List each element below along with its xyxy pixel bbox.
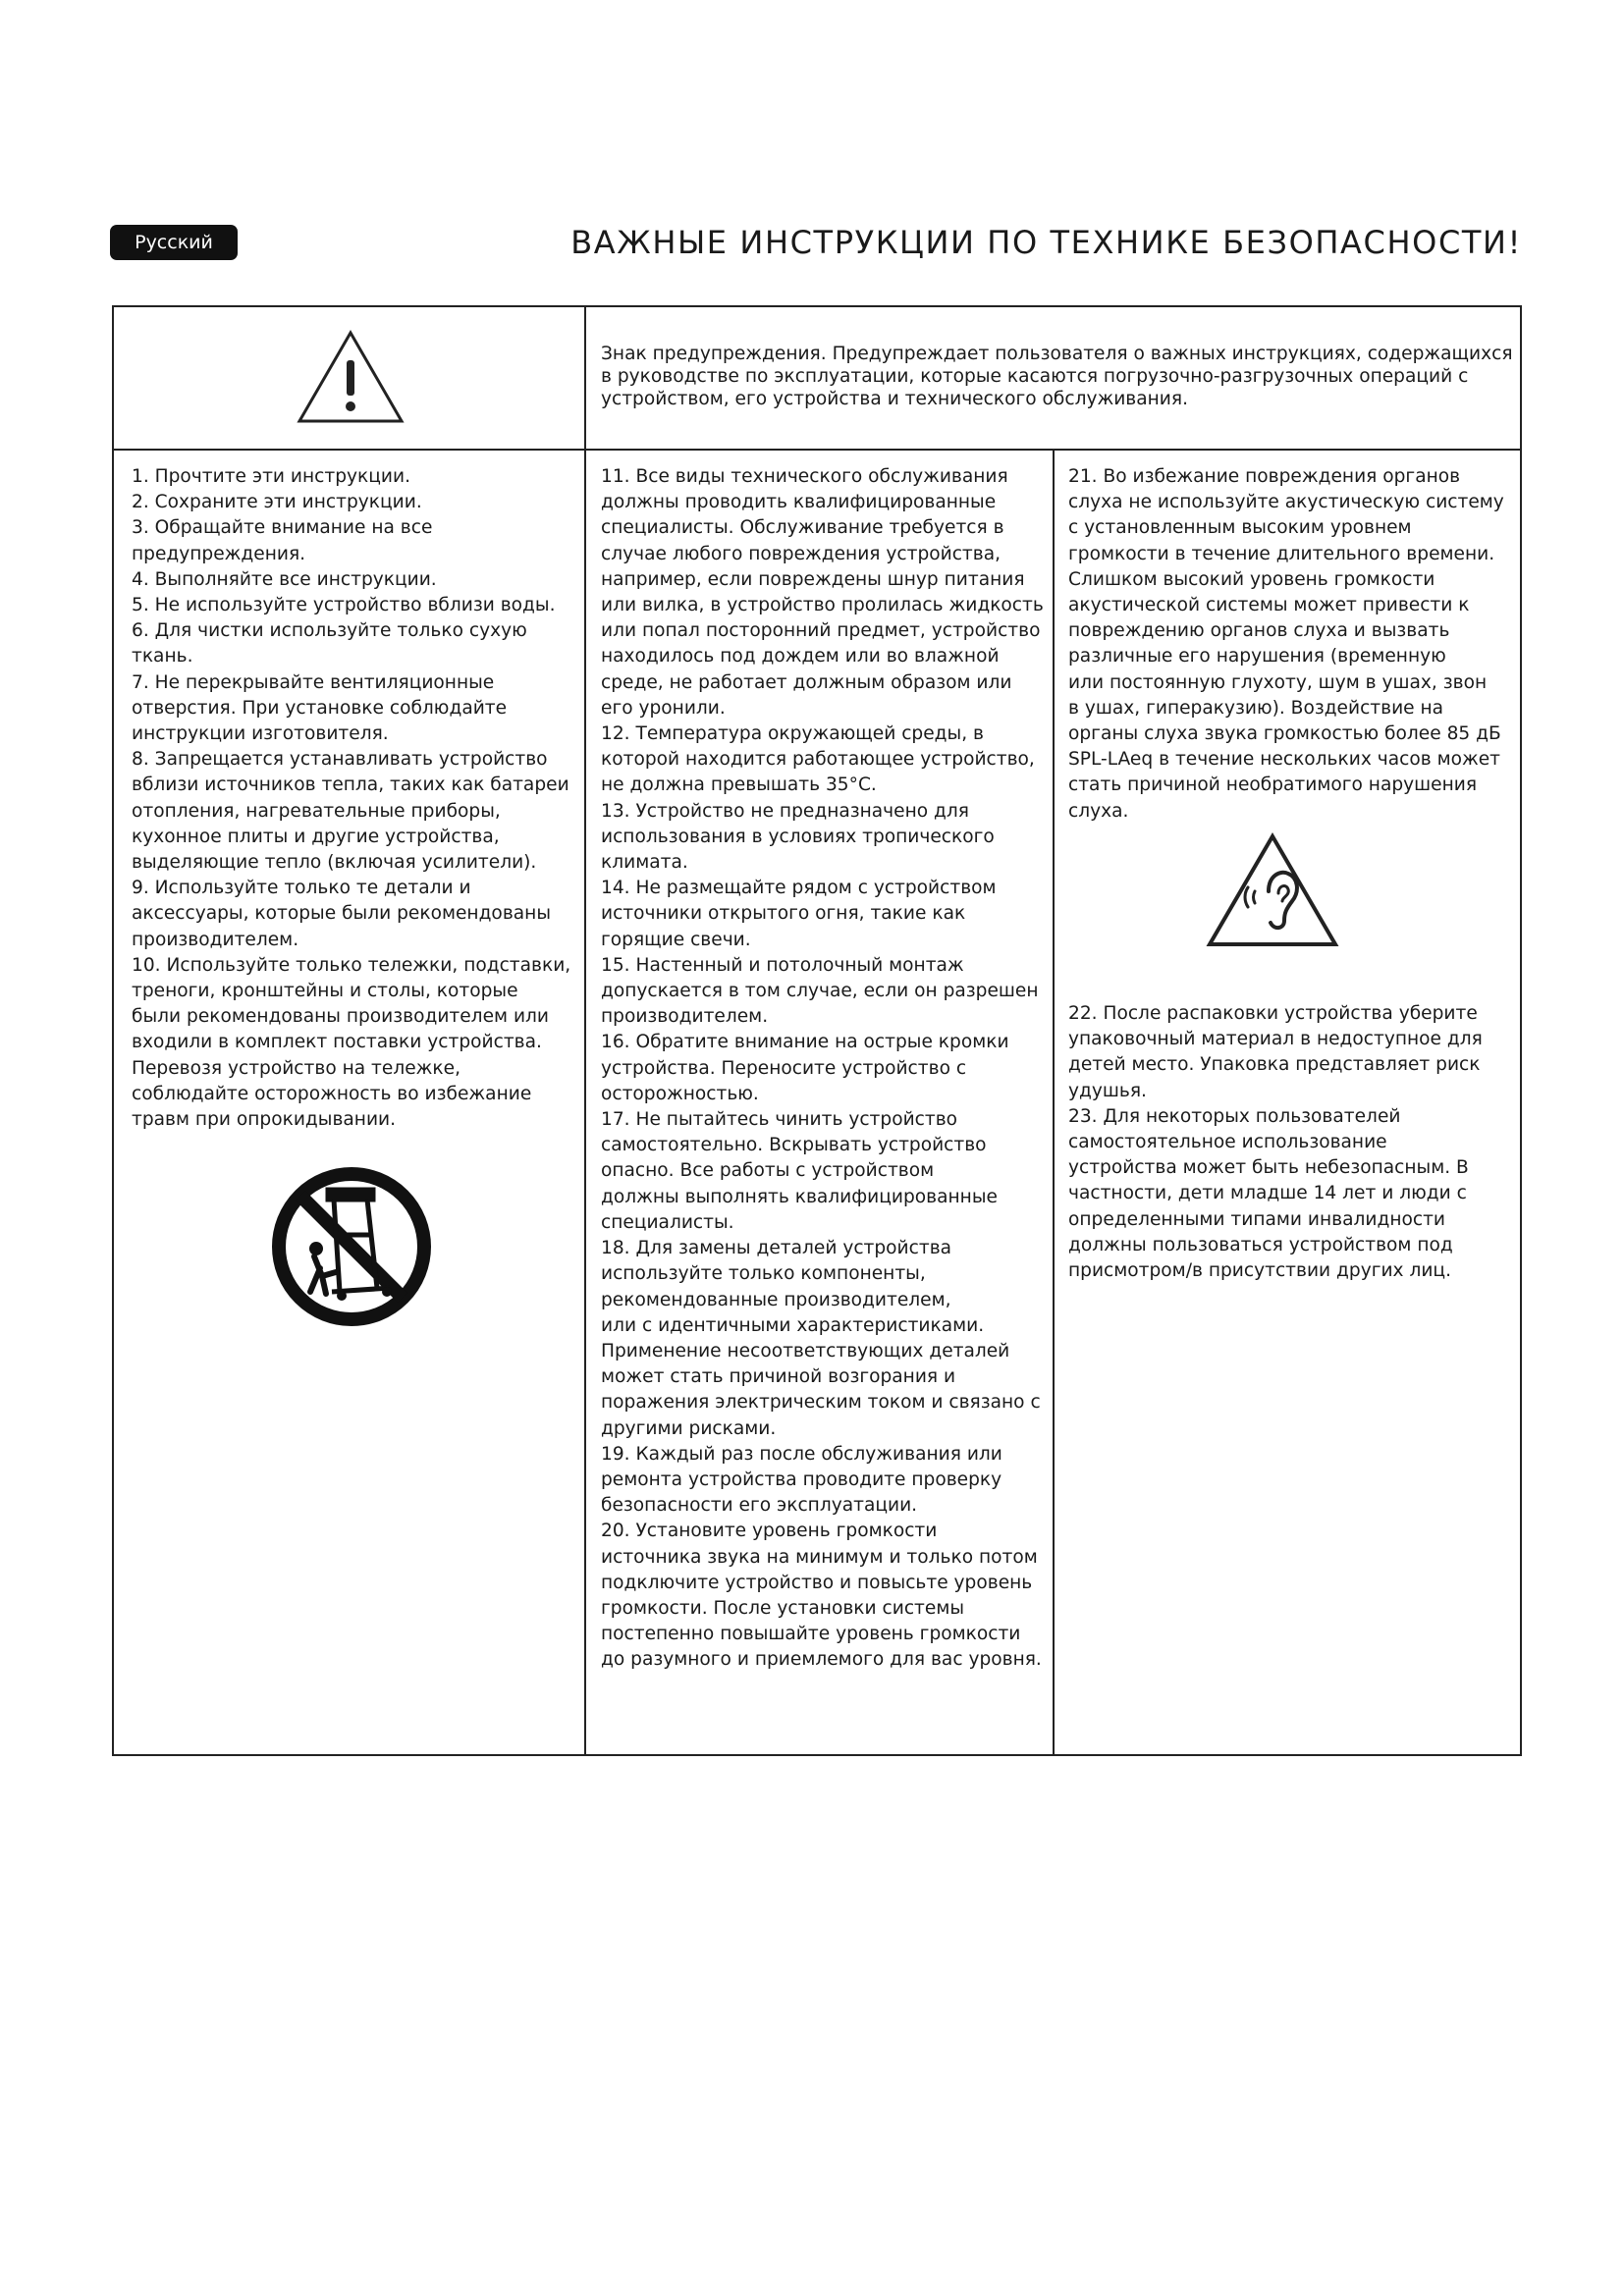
instruction-line: устройства может быть небезопасным. В: [1068, 1157, 1469, 1179]
instruction-line: упаковочный материал в недоступное для: [1068, 1029, 1483, 1050]
instruction-line: 12. Температура окружающей среды, в: [601, 723, 984, 745]
instruction-line: постепенно повышайте уровень громкости: [601, 1624, 1021, 1645]
instruction-line: в ушах, гиперакузию). Воздействие на: [1068, 697, 1444, 719]
instruction-line: климата.: [601, 852, 688, 874]
instruction-line: соблюдайте осторожность во избежание: [132, 1083, 532, 1104]
instruction-line: выделяющие тепло (включая усилители).: [132, 852, 537, 874]
instruction-line: 2. Сохраните эти инструкции.: [132, 492, 422, 513]
instruction-line: устройства. Переносите устройство с: [601, 1057, 967, 1079]
instruction-line: источники открытого огня, такие как: [601, 903, 966, 925]
instruction-line: среде, не работает должным образом или: [601, 671, 1012, 693]
instruction-line: может стать причиной возгорания и: [601, 1366, 956, 1388]
instruction-line: определенными типами инвалидности: [1068, 1208, 1445, 1230]
instructions-column-3-top: [1068, 464, 1504, 825]
instruction-line: инструкции изготовителя.: [132, 723, 389, 745]
instruction-line: производителем.: [132, 929, 299, 950]
warning-description: [601, 343, 1513, 410]
instruction-line: 8. Запрещается устанавливать устройство: [132, 749, 548, 771]
warning-line: Знак предупреждения. Предупреждает пользователя о важных инструкциях, содержащихся: [601, 344, 1513, 364]
instruction-line: или попал посторонний предмет, устройство: [601, 620, 1041, 642]
instruction-line: повреждению органов слуха и вызвать: [1068, 620, 1450, 642]
instruction-line: громкости. После установки системы: [601, 1597, 965, 1619]
instruction-line: не должна превышать 35°C.: [601, 774, 877, 796]
instruction-line: осторожностью.: [601, 1083, 759, 1104]
instruction-line: Перевозя устройство на тележке,: [132, 1057, 460, 1079]
instruction-line: допускается в том случае, если он разрешен: [601, 981, 1039, 1002]
language-badge: Русский: [110, 225, 238, 260]
instruction-line: SPL-LAeq в течение нескольких часов может: [1068, 749, 1501, 771]
instruction-line: вблизи источников тепла, таких как батареи: [132, 774, 569, 796]
instruction-line: различные его нарушения (временную: [1068, 646, 1446, 667]
instruction-line: 13. Устройство не предназначено для: [601, 800, 969, 822]
instruction-line: до разумного и приемлемого для вас уровня.: [601, 1649, 1042, 1671]
instruction-line: акустической системы может привести к: [1068, 595, 1470, 616]
instruction-line: производителем.: [601, 1006, 769, 1028]
instruction-line: были рекомендованы производителем или: [132, 1006, 549, 1028]
instruction-line: 17. Не пытайтесь чинить устройство: [601, 1109, 958, 1131]
instruction-line: детей место. Упаковка представляет риск: [1068, 1054, 1481, 1076]
instruction-line: должны выполнять квалифицированные: [601, 1186, 998, 1207]
instruction-line: 9. Используйте только те детали и: [132, 878, 471, 899]
instruction-line: или постоянную глухоту, шум в ушах, звон: [1068, 671, 1488, 693]
instructions-column-3-bottom: [1068, 1001, 1483, 1284]
instruction-line: которой находится работающее устройство,: [601, 749, 1035, 771]
divider-col1: [584, 307, 586, 1754]
instruction-line: другими рисками.: [601, 1417, 777, 1439]
instruction-line: используйте только компоненты,: [601, 1263, 926, 1285]
instruction-line: слуха не используйте акустическую систему: [1068, 492, 1504, 513]
warning-line: в руководстве по эксплуатации, которые касаются погрузочно-разгрузочных операций с: [601, 366, 1469, 387]
instruction-line: ткань.: [132, 646, 193, 667]
instruction-line: 16. Обратите внимание на острые кромки: [601, 1032, 1009, 1053]
instruction-line: самостоятельно. Вскрывать устройство: [601, 1135, 987, 1156]
instruction-line: безопасности его эксплуатации.: [601, 1495, 918, 1517]
instruction-line: органы слуха звука громкостью более 85 дБ: [1068, 723, 1501, 745]
instruction-line: 18. Для замены деталей устройства: [601, 1238, 952, 1259]
instruction-line: Слишком высокий уровень громкости: [1068, 568, 1435, 590]
instruction-line: 1. Прочтите эти инструкции.: [132, 466, 410, 487]
page-title: ВАЖНЫЕ ИНСТРУКЦИИ ПО ТЕХНИКЕ БЕЗОПАСНОСТИ!: [570, 224, 1522, 261]
instruction-line: отверстия. При установке соблюдайте: [132, 697, 508, 719]
instruction-line: специалисты. Обслуживание требуется в: [601, 517, 1004, 539]
instruction-line: его уронили.: [601, 697, 726, 719]
instruction-line: подключите устройство и повысьте уровень: [601, 1572, 1033, 1593]
instruction-line: с установленным высоким уровнем: [1068, 517, 1412, 539]
instruction-line: или вилка, в устройство пролилась жидкость: [601, 595, 1044, 616]
instructions-column-2: [601, 464, 1044, 1674]
instruction-line: Применение несоответствующих деталей: [601, 1340, 1010, 1362]
instruction-line: ремонта устройства проводите проверку: [601, 1468, 1002, 1490]
warning-line: устройством, его устройства и технического обслуживания.: [601, 389, 1188, 409]
instruction-line: 3. Обращайте внимание на все: [132, 517, 433, 539]
instruction-line: 11. Все виды технического обслуживания: [601, 466, 1008, 487]
instruction-line: частности, дети младше 14 лет и люди с: [1068, 1183, 1467, 1204]
instruction-line: 10. Используйте только тележки, подставки,: [132, 954, 571, 976]
instruction-line: 4. Выполняйте все инструкции.: [132, 568, 437, 590]
divider-col2: [1053, 449, 1055, 1754]
instruction-line: находилось под дождем или во влажной: [601, 646, 1000, 667]
instruction-line: рекомендованные производителем,: [601, 1289, 951, 1310]
instruction-line: слуха.: [1068, 800, 1129, 822]
instruction-line: 21. Во избежание повреждения органов: [1068, 466, 1461, 487]
instruction-line: например, если повреждены шнур питания: [601, 568, 1025, 590]
instruction-line: 19. Каждый раз после обслуживания или: [601, 1443, 1002, 1465]
instruction-line: кухонное плиты и другие устройства,: [132, 826, 500, 847]
instruction-line: или с идентичными характеристиками.: [601, 1314, 985, 1336]
instruction-line: аксессуары, которые были рекомендованы: [132, 903, 552, 925]
instruction-line: присмотром/в присутствии других лиц.: [1068, 1260, 1451, 1282]
hearing-warning-icon: [1204, 830, 1341, 952]
instruction-line: отопления, нагревательные приборы,: [132, 800, 501, 822]
warning-triangle-icon: [294, 327, 407, 427]
instruction-line: 5. Не используйте устройство вблизи воды.: [132, 595, 556, 616]
instruction-line: должны пользоваться устройством под: [1068, 1234, 1453, 1255]
instruction-line: должны проводить квалифицированные: [601, 492, 997, 513]
instruction-line: 20. Установите уровень громкости: [601, 1521, 938, 1542]
instruction-line: стать причиной необратимого нарушения: [1068, 774, 1478, 796]
instruction-line: использования в условиях тропического: [601, 826, 995, 847]
instruction-line: 6. Для чистки используйте только сухую: [132, 620, 527, 642]
instruction-line: 23. Для некоторых пользователей: [1068, 1105, 1401, 1127]
instruction-line: поражения электрическим током и связано с: [601, 1392, 1041, 1414]
instruction-line: горящие свечи.: [601, 929, 751, 950]
instruction-line: 15. Настенный и потолочный монтаж: [601, 954, 964, 976]
instruction-line: 7. Не перекрывайте вентиляционные: [132, 671, 495, 693]
cart-tip-over-icon: [271, 1166, 432, 1327]
safety-instructions-table: [112, 305, 1522, 1756]
divider-row: [114, 449, 1520, 451]
instruction-line: треноги, кронштейны и столы, которые: [132, 981, 518, 1002]
instruction-line: опасно. Все работы с устройством: [601, 1160, 935, 1182]
instruction-line: специалисты.: [601, 1211, 734, 1233]
instruction-line: 22. После распаковки устройства уберите: [1068, 1003, 1478, 1024]
instructions-column-1: [132, 464, 570, 1133]
instruction-line: удушья.: [1068, 1080, 1147, 1101]
instruction-line: громкости в течение длительного времени.: [1068, 543, 1495, 564]
instruction-line: источника звука на минимум и только потом: [601, 1546, 1038, 1568]
instruction-line: входили в комплект поставки устройства.: [132, 1032, 542, 1053]
instruction-line: случае любого повреждения устройства,: [601, 543, 1001, 564]
instruction-line: травм при опрокидывании.: [132, 1109, 397, 1131]
instruction-line: самостоятельное использование: [1068, 1132, 1387, 1153]
instruction-line: 14. Не размещайте рядом с устройством: [601, 878, 997, 899]
instruction-line: предупреждения.: [132, 543, 306, 564]
